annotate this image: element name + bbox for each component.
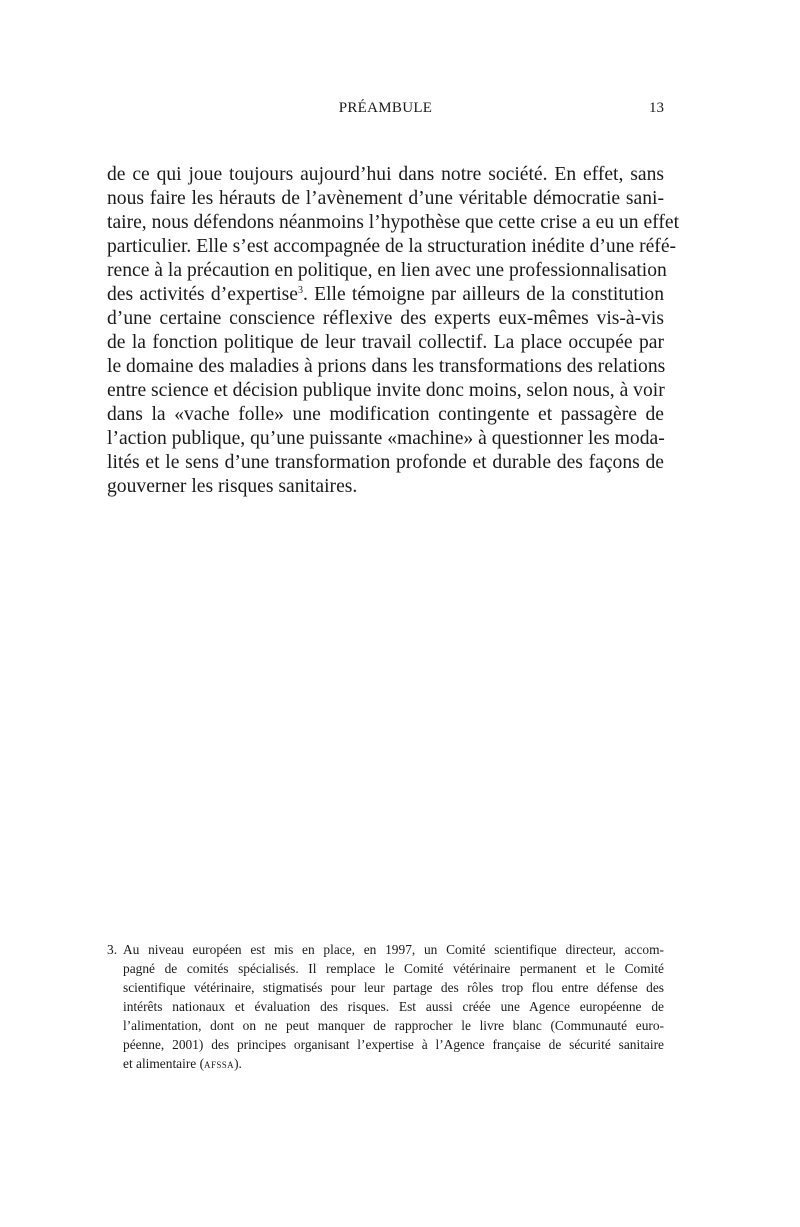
text-line: l’action publique, qu’une puissante «machine» à questionner les moda- <box>107 428 665 449</box>
footnote-line: intérêts nationaux et évaluation des risques. Est aussi créée une Agence européenne de <box>123 999 664 1014</box>
text-line: le domaine des maladies à prions dans les transformations des relations <box>107 356 666 377</box>
text-line: nous faire les hérauts de l’avènement d’une véritable démocratie sani- <box>107 188 664 209</box>
footnote-line: pagné de comités spécialisés. Il remplace le Comité vétérinaire permanent et le Comité <box>123 961 664 976</box>
footnote-reference[interactable]: 3 <box>297 285 303 296</box>
text-segment: . Elle témoigne par ailleurs de la constitution <box>302 284 664 305</box>
text-line: particulier. Elle s’est accompagnée de la structuration inédite d’une réfé- <box>107 236 677 257</box>
footnote-line: l’alimentation, dont on ne peut manquer de rapprocher le livre blanc (Communauté euro- <box>123 1018 664 1033</box>
running-head <box>107 100 664 122</box>
body-paragraph <box>107 163 680 499</box>
text-line: de la fonction politique de leur travail collectif. La place occupée par <box>107 332 664 353</box>
text-line <box>107 283 664 307</box>
footnote-line: péenne, 2001) des principes organisant l’expertise à l’Agence française de sécurité sanitaire <box>123 1037 664 1052</box>
text-line: lités et le sens d’une transformation profonde et durable des façons de <box>107 452 664 473</box>
text-segment: ). <box>234 1056 242 1071</box>
text-line: taire, nous défendons néanmoins l’hypothèse que cette crise a eu un effet <box>107 212 680 233</box>
footnote-line <box>107 1054 664 1073</box>
footnote <box>107 940 664 1073</box>
text-segment: des activités d’expertise <box>107 284 298 305</box>
text-line: entre science et décision publique invite donc moins, selon nous, à voir <box>107 380 665 401</box>
text-line: rence à la précaution en politique, en lien avec une professionnalisation <box>107 260 667 281</box>
text-segment: et alimentaire ( <box>123 1056 205 1071</box>
text-line: de ce qui joue toujours aujourd’hui dans notre société. En effet, sans <box>107 164 664 185</box>
acronym: afssa <box>204 1056 235 1071</box>
footnote-number: 3. <box>107 942 118 957</box>
running-title: PRÉAMBULE <box>338 100 433 116</box>
page-number: 13 <box>649 100 664 116</box>
footnote-line <box>107 940 664 959</box>
text-line: dans la «vache folle» une modification contingente et passagère de <box>107 404 664 425</box>
text-line: d’une certaine conscience réflexive des experts eux-mêmes vis-à-vis <box>107 308 664 329</box>
text-segment: Au niveau européen est mis en place, en 1997, un Comité scientifique directeur, accom- <box>123 942 664 957</box>
footnote-line: scientifique vétérinaire, stigmatisés pour leur partage des rôles trop flou entre défense des <box>123 980 664 995</box>
text-line: gouverner les risques sanitaires. <box>107 476 358 497</box>
